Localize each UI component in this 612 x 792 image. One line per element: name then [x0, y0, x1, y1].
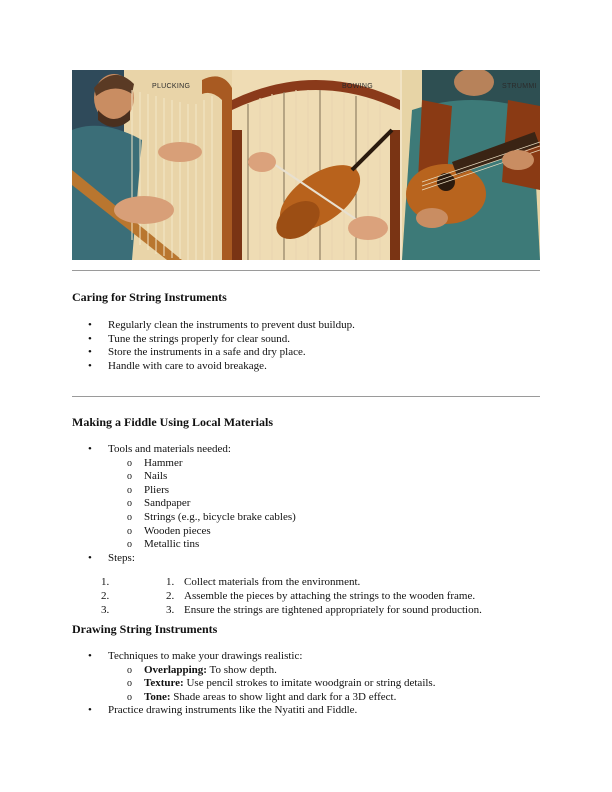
list-item: o Overlapping: To show depth. [127, 663, 277, 676]
bullet-icon: • [88, 319, 92, 331]
bullet-icon: • [88, 332, 92, 345]
list-item: o Texture: Use pencil strokes to imitate woodgrain or string details. [127, 677, 436, 690]
techniques-list [72, 664, 435, 705]
strumming-panel [402, 70, 540, 260]
plucking-panel [72, 70, 232, 260]
sub-bullet-icon: o [127, 484, 132, 496]
list-item: • Tune the strings properly for clear sound. [88, 332, 290, 345]
sub-bullet-icon: o [127, 525, 132, 537]
sub-bullet-icon: o [127, 664, 132, 676]
list-item: 2. 2. Assemble the pieces by attaching the strings to the wooden frame. [112, 590, 482, 604]
plucking-label: PLUCKING [152, 83, 191, 90]
sub-bullet-icon: o [127, 498, 132, 510]
list-item: • Handle with care to avoid breakage. [88, 359, 267, 372]
list-item: o Nails [127, 470, 168, 483]
horizontal-divider [72, 270, 540, 271]
tools-list [72, 457, 482, 552]
sub-bullet-icon: o [127, 457, 132, 469]
list-item: o Pliers [127, 483, 170, 496]
bowing-panel [232, 70, 400, 260]
list-item: • Techniques to make your drawings realistic: [88, 650, 303, 662]
list-item: o Tone: Shade areas to show light and dark for a 3D effect. [127, 690, 397, 703]
list-item: o Sandpaper [127, 497, 191, 510]
sub-bullet-icon: o [127, 678, 132, 690]
bullet-icon: • [88, 551, 92, 564]
sub-bullet-icon: o [127, 691, 132, 703]
string-instruments-illustration [72, 70, 540, 260]
fiddle-heading: Making a Fiddle Using Local Materials [72, 415, 273, 429]
horizontal-divider [72, 396, 540, 397]
sub-bullet-icon: o [127, 471, 132, 483]
list-item: o Metallic tins [127, 538, 200, 551]
drawing-heading: Drawing String Instruments [72, 622, 218, 636]
list-item: • Practice drawing instruments like the Nyatiti and Fiddle. [88, 704, 358, 717]
list-item: o Strings (e.g., bicycle brake cables) [127, 510, 296, 523]
fiddle-content [72, 443, 482, 628]
list-item: 3. 3. Ensure the strings are tightened appropriately for sound production. [112, 604, 482, 618]
list-item: o Wooden pieces [127, 524, 211, 537]
caring-heading: Caring for String Instruments [72, 290, 227, 304]
drawing-content [72, 650, 435, 718]
list-item: • Regularly clean the instruments to prevent dust buildup. [88, 319, 355, 331]
list-item: 1. 1. Collect materials from the environment. [112, 576, 482, 590]
sub-bullet-icon: o [127, 539, 132, 551]
bullet-icon: • [88, 346, 92, 359]
bullet-icon: • [88, 443, 92, 455]
sub-bullet-icon: o [127, 511, 132, 523]
list-item: o Hammer [127, 456, 183, 469]
bullet-icon: • [88, 359, 92, 372]
strumming-label: STRUMMI [502, 83, 537, 90]
steps-list [72, 576, 482, 617]
list-item: • Tools and materials needed: [88, 443, 231, 455]
bowing-label: BOWING [342, 83, 373, 90]
list-item: • Store the instruments in a safe and dry place. [88, 346, 306, 359]
bullet-icon: • [88, 650, 92, 662]
list-item: • Steps: [88, 551, 135, 564]
bullet-icon: • [88, 704, 92, 717]
caring-list [72, 319, 355, 373]
